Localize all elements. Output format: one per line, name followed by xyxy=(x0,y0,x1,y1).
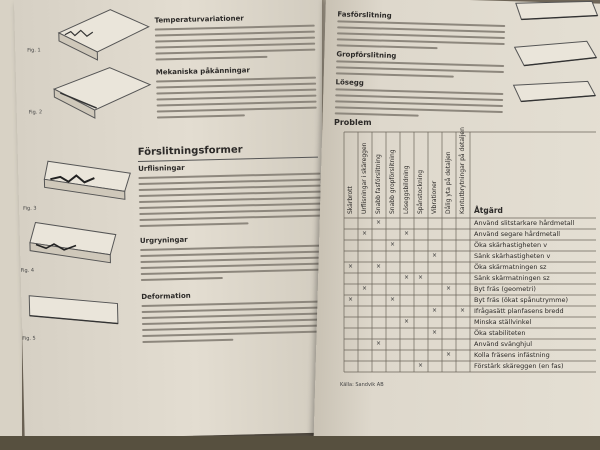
table-mark: × xyxy=(418,362,424,369)
table-problem-label: Skärbrott xyxy=(347,186,354,214)
fig-label: Fig. 4 xyxy=(20,267,35,274)
table-mark: × xyxy=(390,296,396,303)
table-mark: × xyxy=(376,219,382,226)
table-action-title: Åtgärd xyxy=(474,206,503,215)
table-action-label: Kolla fräsens infästning xyxy=(474,351,550,359)
subheading: Lösegg xyxy=(335,78,364,88)
table-problem-label: Snabb gropförslitning xyxy=(389,149,396,214)
table-action-label: Sänk skärhastigheten v xyxy=(474,252,551,260)
table-mark: × xyxy=(446,285,452,292)
fig-label: Fig. 5 xyxy=(22,335,36,342)
table-mark: × xyxy=(348,263,354,270)
fig-label: Fig. 1 xyxy=(27,47,41,54)
table-action-label: Minska ställvinkel xyxy=(474,318,532,326)
table-action-label: Använd slitstarkare hårdmetall xyxy=(474,219,575,227)
table-action-label: Använd segare hårdmetall xyxy=(474,230,561,238)
insert-sketch-8 xyxy=(509,77,600,110)
table-mark: × xyxy=(348,296,354,303)
left-page xyxy=(14,0,339,440)
table-problem-label: Snabb fasförslitning xyxy=(375,154,382,214)
table-action-label: Öka skärmatningen sz xyxy=(474,263,547,271)
paragraph xyxy=(138,173,321,231)
table-problem-title: Problem xyxy=(334,118,372,127)
subheading: Gropförslitning xyxy=(336,50,397,60)
insert-sketch-3 xyxy=(38,147,139,209)
subheading: Urgryningar xyxy=(139,235,188,245)
insert-sketch-4 xyxy=(25,212,126,269)
paragraph xyxy=(155,25,316,65)
table-mark: × xyxy=(362,230,368,237)
paragraph xyxy=(141,301,324,347)
table-action-label: Byt fräs (geometri) xyxy=(474,285,536,293)
table-action-label: Använd svänghjul xyxy=(474,340,533,348)
fig-label: Fig. 2 xyxy=(28,109,43,116)
insert-sketch-1 xyxy=(50,3,151,65)
table-action-label: Byt fräs (ökat spånutrymme) xyxy=(474,296,569,304)
table-mark: × xyxy=(446,351,452,358)
subheading: Deformation xyxy=(141,291,191,301)
subheading: Temperaturvariationer xyxy=(154,14,244,25)
table-mark: × xyxy=(404,318,410,325)
paragraph xyxy=(140,245,323,285)
table-mark: × xyxy=(362,285,368,292)
paragraph xyxy=(336,20,505,55)
subheading: Fasförslitning xyxy=(337,10,392,20)
table-mark: × xyxy=(404,230,410,237)
table-action-label: Sänk skärmatningen sz xyxy=(474,274,550,282)
insert-sketch-6 xyxy=(511,0,600,30)
table-mark: × xyxy=(418,274,424,281)
table-problem-label: Dålig yta på detaljen xyxy=(445,151,452,214)
troubleshooting-table xyxy=(334,118,600,388)
divider xyxy=(138,157,318,162)
insert-sketch-7 xyxy=(510,37,600,75)
insert-sketch-2 xyxy=(46,63,157,126)
table-action-label: Förstärk skäreggen (en fas) xyxy=(474,362,564,370)
table-problem-label: Urflisningar i skäreggen xyxy=(361,142,368,214)
table-mark: × xyxy=(404,274,410,281)
table-problem-label: Vibrationer xyxy=(431,180,438,214)
table-mark: × xyxy=(460,307,466,314)
table-problem-label: Kantutbrytningar på detaljen xyxy=(459,127,466,214)
table-mark: × xyxy=(390,241,396,248)
table-mark: × xyxy=(432,252,438,259)
table-grid xyxy=(334,118,600,380)
subheading: Mekaniska påkänningar xyxy=(155,66,250,77)
table-action-label: Öka skärhastigheten v xyxy=(474,241,548,249)
table-surface xyxy=(0,436,600,450)
table-source: Källa: Sandvik AB xyxy=(340,382,384,388)
table-problem-label: Spånstockning xyxy=(417,169,424,214)
subheading: Urflisningar xyxy=(138,163,185,174)
fig-label: Fig. 3 xyxy=(23,205,37,212)
paragraph xyxy=(156,77,317,123)
table-mark: × xyxy=(376,340,382,347)
section-title: Förslitningsformer xyxy=(137,144,243,159)
insert-sketch-5 xyxy=(23,287,124,339)
table-problem-label: Löseggsbildning xyxy=(403,165,410,214)
table-mark: × xyxy=(432,329,438,336)
table-mark: × xyxy=(376,263,382,270)
table-mark: × xyxy=(432,307,438,314)
table-action-label: Öka stabiliteten xyxy=(474,329,526,337)
table-action-label: Ifrågasätt planfasens bredd xyxy=(474,307,564,315)
